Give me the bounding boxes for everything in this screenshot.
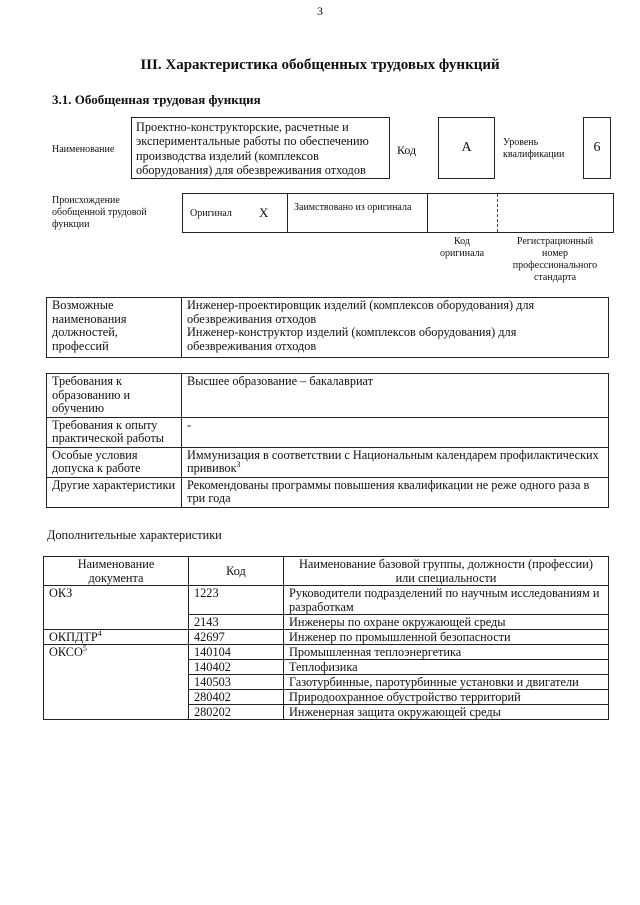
req-label: Требования к опыту практической работы (47, 417, 182, 447)
name-cell: Инженерная защита окружающей среды (284, 705, 609, 720)
name-cell: Инженеры по охране окружающей среды (284, 615, 609, 630)
subsection-title: 3.1. Обобщенная трудовая функция (52, 92, 261, 107)
code-cell: 42697 (189, 630, 284, 645)
code-cell: 140402 (189, 660, 284, 675)
col-header-code: Код (189, 557, 284, 586)
name-cell: Руководители подразделений по научным исследованиям и разработкам (284, 586, 609, 615)
footnote-ref: 4 (97, 628, 102, 638)
requirements-table (46, 373, 609, 508)
name-label: Наименование (52, 144, 115, 155)
req-label: Особые условия допуска к работе (47, 447, 182, 477)
col-header-doc: Наименование документа (44, 557, 189, 586)
req-value: Высшее образование – бакалавриат (182, 374, 609, 418)
origin-strip (182, 193, 614, 233)
name-cell: Промышленная теплоэнергетика (284, 645, 609, 660)
doc-cell (44, 630, 189, 645)
page-number: 3 (317, 4, 323, 18)
name-cell: Инженер по промышленной безопасности (284, 630, 609, 645)
borrowed-label: Заимствовано из оригинала (294, 202, 412, 213)
doc-cell-text: ОКСО (49, 645, 83, 659)
code-cell: 140104 (189, 645, 284, 660)
function-name-box: Проектно-конструкторские, расчетные и экспериментальные работы по обеспечению производства изделий (комплексов оборудования) для обезвреживания отходов (131, 117, 390, 179)
code-cell: 140503 (189, 675, 284, 690)
req-label: Другие характеристики (47, 477, 182, 507)
positions-table (46, 297, 609, 358)
origin-borrowed-cell (288, 194, 428, 232)
doc-cell-text: ОКПДТР (49, 630, 98, 644)
reg-number-caption: Регистрационный номер профессионального стандарта (512, 236, 598, 283)
code-value-box: A (438, 117, 495, 179)
col-header-name: Наименование базовой группы, должности (профессии) или специальности (284, 557, 609, 586)
req-value: Рекомендованы программы повышения квалификации не реже одного раза в три года (182, 477, 609, 507)
original-mark: X (259, 205, 269, 220)
section-title: III. Характеристика обобщенных трудовых функций (140, 57, 500, 73)
req-value (182, 447, 609, 477)
level-value-box: 6 (583, 117, 611, 179)
position-2: Инженер-конструктор изделий (комплексов оборудования) для обезвреживания отходов (187, 325, 517, 353)
req-value-text: Иммунизация в соответствии с Национальным календарем профилактических прививок (187, 447, 599, 475)
positions-values (182, 298, 609, 358)
positions-label: Возможные наименования должностей, профессий (47, 298, 182, 358)
req-label: Требования к образованию и обучению (47, 374, 182, 418)
code-label: Код (397, 143, 417, 157)
original-label: Оригинал (190, 208, 232, 219)
code-cell: 280202 (189, 705, 284, 720)
footnote-ref: 3 (236, 459, 241, 469)
name-cell: Теплофизика (284, 660, 609, 675)
additional-title: Дополнительные характеристики (47, 528, 222, 542)
code-original-caption: Код оригинала (439, 236, 485, 259)
code-original-cell (428, 194, 498, 232)
doc-cell (44, 645, 189, 720)
code-cell: 280402 (189, 690, 284, 705)
req-value: - (182, 417, 609, 447)
footnote-ref: 5 (82, 643, 87, 653)
origin-label: Происхождение обобщенной трудовой функции (52, 195, 147, 230)
code-cell: 1223 (189, 586, 284, 615)
additional-table (43, 556, 609, 720)
name-cell: Газотурбинные, паротурбинные установки и двигатели (284, 675, 609, 690)
code-cell: 2143 (189, 615, 284, 630)
name-cell: Природоохранное обустройство территорий (284, 690, 609, 705)
doc-cell: ОКЗ (44, 586, 189, 630)
origin-original-cell (183, 194, 288, 232)
level-label: Уровень квалификации (503, 137, 565, 160)
position-1: Инженер-проектировщик изделий (комплексов оборудования) для обезвреживания отходов (187, 298, 535, 326)
